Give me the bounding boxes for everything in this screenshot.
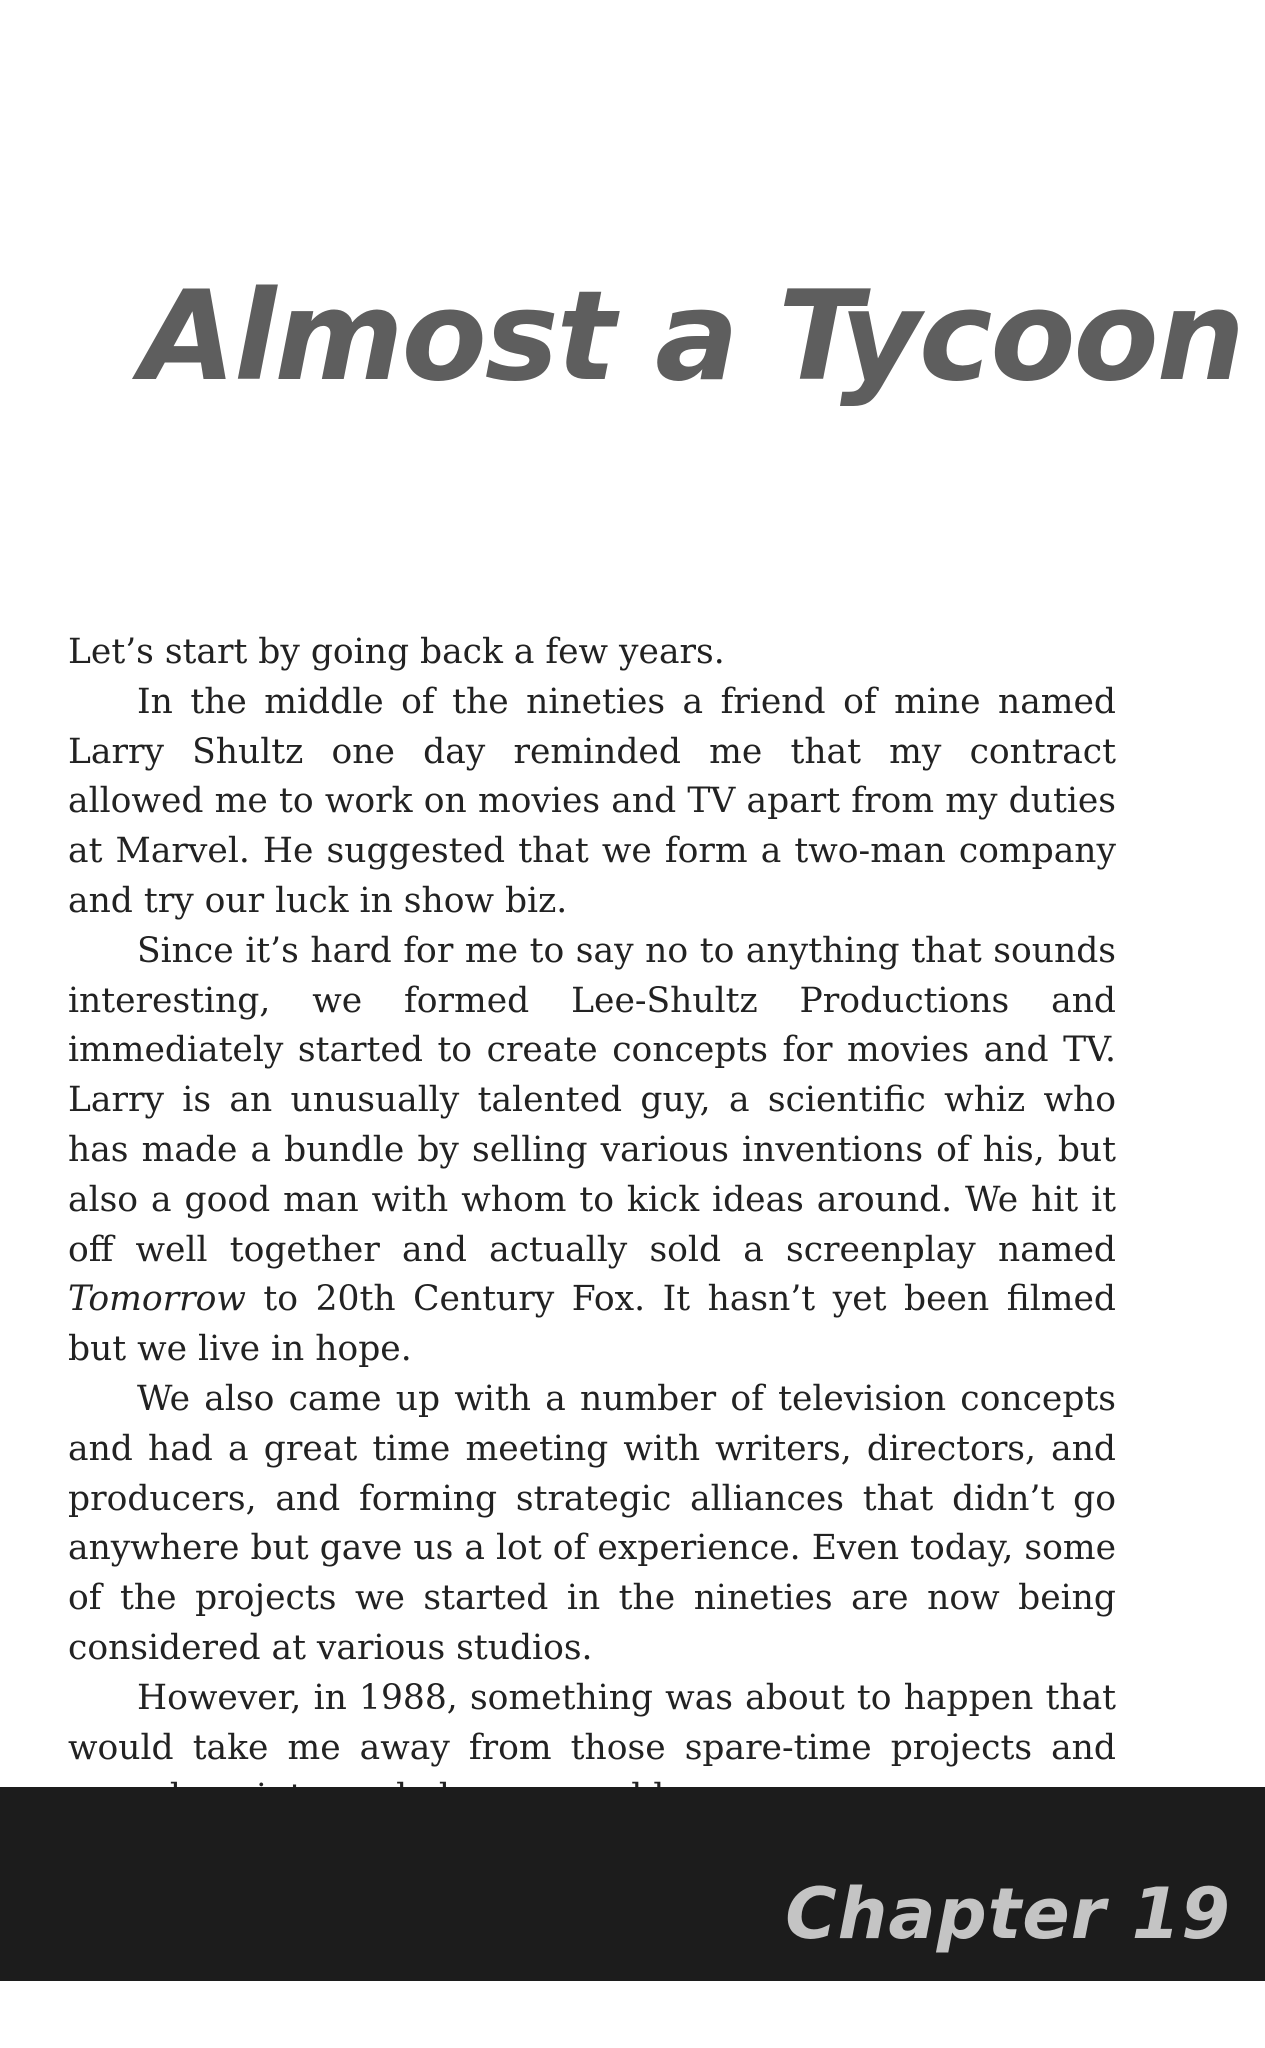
paragraph-1 [68, 628, 1116, 678]
chapter-title: Almost a Tycoon [139, 265, 1243, 409]
paragraph-text: Let’s start by going back a few years. [68, 632, 725, 672]
chapter-band [0, 1787, 1265, 1981]
chapter-number-label: Chapter 19 [785, 1873, 1231, 1955]
paragraph-2 [68, 678, 1116, 927]
paragraph-text: However, in 1988, something was about to happen that would take me away from those spare-time projects and [68, 1677, 1116, 1768]
body-text [68, 628, 1116, 1823]
paragraph-text: In the middle of the nineties a friend of mine named Larry Shultz one day reminded me that my contract allowed me to work on movies and TV apart from my duties at Marvel. He suggested that we form a two-man company and try our luck in show biz. [68, 681, 1116, 921]
paragraph-4 [68, 1375, 1116, 1674]
paragraph-3 [68, 927, 1116, 1375]
paragraph-text: Since it’s hard for me to say no to anything that sounds interesting, we formed Lee-Shultz Productions and immediately started to create concepts for movies and TV. Larry is an unusually talented guy, a scientific whiz who has made a bundle by selling various inventions of his, but also a good man with whom to kick ideas around. We hit it off well together and actually sold a screenplay named [68, 930, 1116, 1270]
book-title-italic: Tomorrow [68, 1279, 246, 1320]
paragraph-text: We also came up with a number of television concepts and had a great time meeting with writers, directors, and producers, and forming strategic alliances that didn’t go anywhere but gave us a lot of experience. Even today, some of the projects we started in the nineties are now being considered at various studios. [68, 1378, 1116, 1668]
paragraph-text: to 20th Century Fox. It hasn’t yet been filmed but we live in hope. [68, 1279, 1116, 1370]
